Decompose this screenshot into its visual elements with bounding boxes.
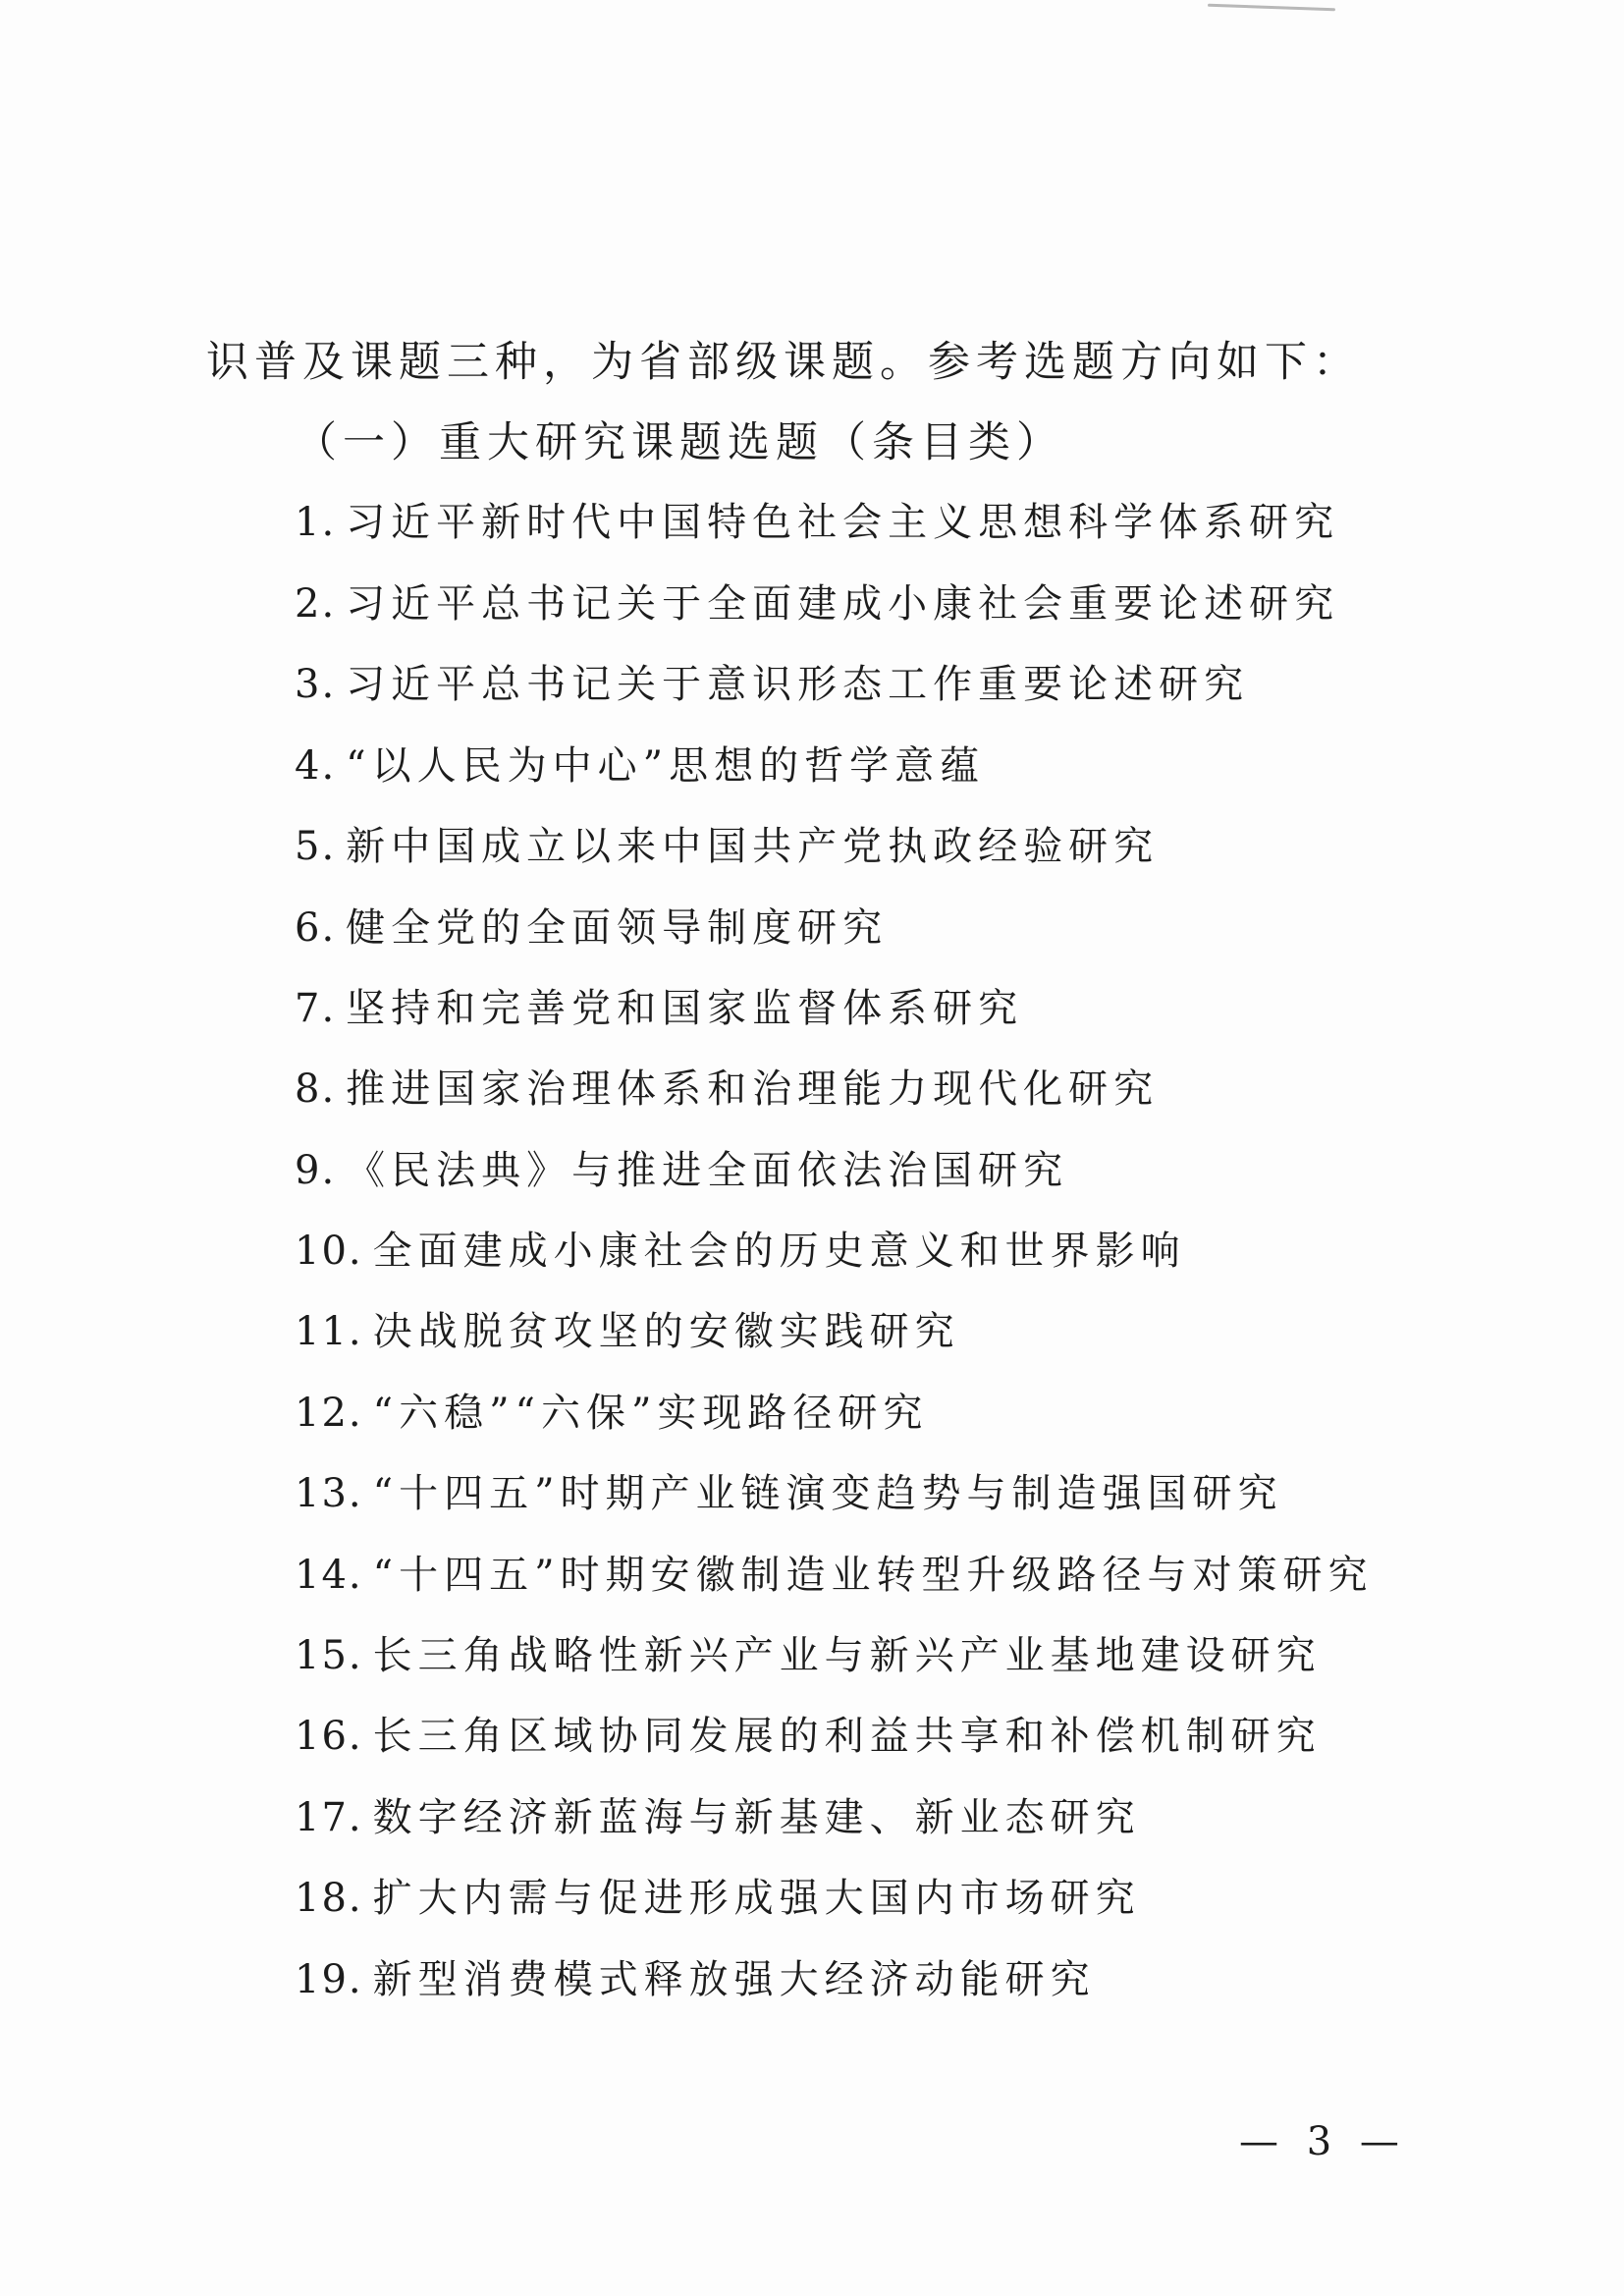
item-text: 新中国成立以来中国共产党执政经验研究 (346, 824, 1160, 869)
item-number: 10. (295, 1229, 363, 1274)
list-item (295, 1148, 1069, 1193)
item-text: 坚持和完善党和国家监督体系研究 (346, 986, 1024, 1031)
item-text: 扩大内需与促进形成强大国内市场研究 (372, 1876, 1141, 1921)
page-number: — 3 — (1239, 2119, 1407, 2164)
item-text: 习近平总书记关于全面建成小康社会重要论述研究 (346, 581, 1340, 627)
list-item (295, 1229, 1186, 1274)
item-number: 18. (295, 1876, 363, 1921)
list-item (295, 824, 1160, 869)
item-text: “以人民为中心”思想的哲学意蕴 (346, 743, 986, 789)
item-text: “十四五”时期安徽制造业转型升级路径与对策研究 (372, 1553, 1374, 1598)
list-item (295, 1391, 929, 1436)
item-number: 9. (295, 1148, 337, 1193)
list-item (295, 1066, 1160, 1112)
item-text: 习近平总书记关于意识形态工作重要论述研究 (346, 662, 1250, 707)
list-item (295, 1957, 1096, 2002)
item-number: 14. (295, 1553, 363, 1598)
item-number: 7. (295, 986, 337, 1031)
list-item (295, 1471, 1283, 1516)
list-item (295, 905, 889, 951)
item-text: 全面建成小康社会的历史意义和世界影响 (372, 1229, 1186, 1274)
item-number: 8. (295, 1066, 337, 1112)
list-item (295, 1714, 1322, 1759)
item-number: 11. (295, 1309, 363, 1354)
list-item (295, 1553, 1374, 1598)
item-number: 16. (295, 1714, 363, 1759)
item-text: 推进国家治理体系和治理能力现代化研究 (346, 1066, 1160, 1112)
item-text: 习近平新时代中国特色社会主义思想科学体系研究 (346, 500, 1340, 545)
item-number: 6. (295, 905, 337, 951)
item-number: 13. (295, 1471, 363, 1516)
item-number: 15. (295, 1633, 363, 1678)
item-number: 1. (295, 500, 337, 545)
item-number: 5. (295, 824, 337, 869)
item-text: 长三角战略性新兴产业与新兴产业基地建设研究 (372, 1633, 1322, 1678)
item-text: 新型消费模式释放强大经济动能研究 (372, 1957, 1096, 2002)
list-item (295, 1876, 1141, 1921)
item-text: 决战脱贫攻坚的安徽实践研究 (372, 1309, 960, 1354)
item-text: 数字经济新蓝海与新基建、新业态研究 (372, 1795, 1141, 1840)
section-heading: （一）重大研究课题选题（条目类） (295, 418, 1064, 467)
list-item (295, 500, 1340, 545)
item-text: 长三角区域协同发展的利益共享和补偿机制研究 (372, 1714, 1322, 1759)
list-item (295, 986, 1024, 1031)
intro-line: 识普及课题三种，为省部级课题。参考选题方向如下： (206, 338, 1361, 387)
item-text: 健全党的全面领导制度研究 (346, 905, 889, 951)
item-number: 3. (295, 662, 337, 707)
item-text: “十四五”时期产业链演变趋势与制造强国研究 (372, 1471, 1283, 1516)
item-number: 17. (295, 1795, 363, 1840)
list-item (295, 662, 1250, 707)
item-number: 4. (295, 743, 337, 789)
list-item (295, 1633, 1322, 1678)
list-item (295, 1795, 1141, 1840)
item-number: 2. (295, 581, 337, 627)
list-item (295, 743, 986, 789)
item-text: 《民法典》与推进全面依法治国研究 (346, 1148, 1069, 1193)
item-number: 12. (295, 1391, 363, 1436)
list-item (295, 581, 1340, 627)
item-number: 19. (295, 1957, 363, 2002)
list-item (295, 1309, 960, 1354)
item-text: “六稳”“六保”实现路径研究 (372, 1391, 929, 1436)
